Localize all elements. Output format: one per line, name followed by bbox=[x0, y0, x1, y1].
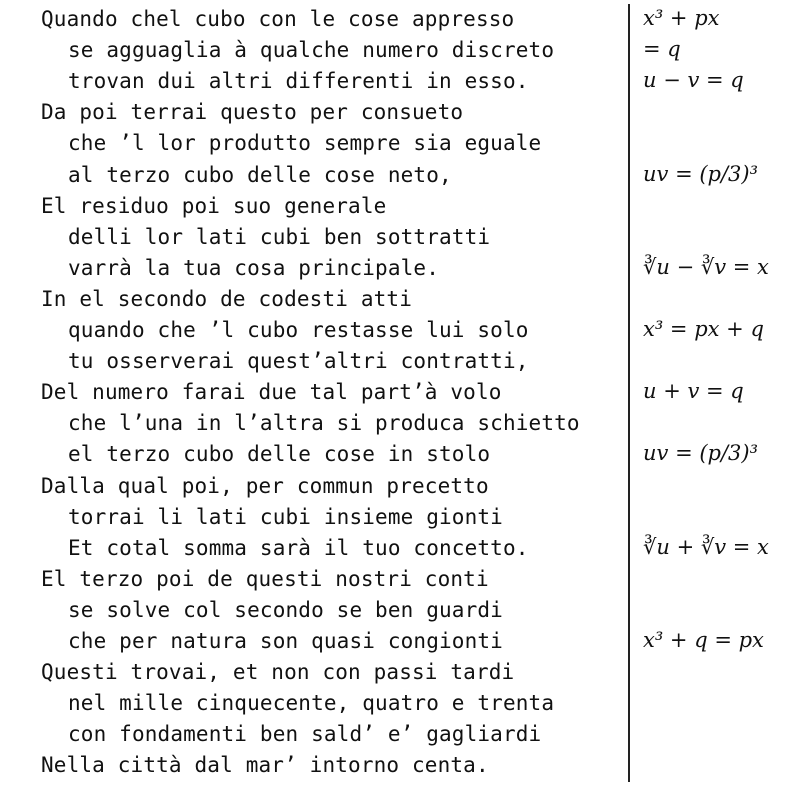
verse-text: el terzo cubo delle cose in stolo bbox=[68, 442, 491, 467]
verse-line bbox=[0, 159, 812, 190]
verse-line bbox=[0, 532, 812, 563]
verse-text: El terzo poi de questi nostri conti bbox=[41, 566, 489, 591]
verse-line bbox=[0, 625, 812, 656]
verse-line bbox=[0, 314, 812, 345]
verse-text: che l’una in l’altra si produca schietto bbox=[68, 411, 580, 436]
verse-text: torrai li lati cubi insieme gionti bbox=[68, 504, 503, 529]
verse-text: al terzo cubo delle cose neto, bbox=[68, 162, 452, 187]
verse-text: quando che ’l cubo restasse lui solo bbox=[68, 318, 529, 342]
verse-text: se agguaglia à qualche numero discreto bbox=[68, 38, 555, 63]
equation: x³ + q = px bbox=[643, 628, 764, 652]
verse-text: con fondamenti ben sald’ e’ gagliardi bbox=[68, 722, 542, 747]
equation: ∛u + ∛v = x bbox=[643, 534, 769, 559]
verse-text: Questi trovai, et non con passi tardi bbox=[41, 660, 515, 685]
verse-line bbox=[0, 749, 812, 780]
verse-text: nel mille cinquecente, quatro e trenta bbox=[68, 691, 555, 716]
verse-text: Dalla qual poi, per commun precetto bbox=[41, 473, 489, 498]
verse-line bbox=[0, 407, 812, 438]
verse-line bbox=[0, 65, 812, 96]
equation: = q bbox=[643, 37, 681, 62]
verse-line bbox=[0, 376, 812, 407]
verse-line bbox=[0, 563, 812, 594]
verse-line bbox=[0, 252, 812, 283]
equation: ∛u − ∛v = x bbox=[643, 254, 769, 279]
equation: u + v = q bbox=[643, 379, 744, 404]
verse-line bbox=[0, 501, 812, 532]
verse-line bbox=[0, 190, 812, 221]
equation: uv = (p/3)³ bbox=[643, 441, 759, 466]
verse-text: Quando chel cubo con le cose appresso bbox=[41, 7, 515, 31]
verse-text: tu osserverai quest’altri contratti, bbox=[68, 349, 529, 374]
verse-text: trovan dui altri differenti in esso. bbox=[68, 69, 529, 94]
verse-text: Nella città dal mar’ intorno centa. bbox=[41, 753, 489, 778]
equation: uv = (p/3)³ bbox=[643, 161, 759, 186]
verse-text: Da poi terrai questo per consueto bbox=[41, 100, 464, 125]
verse-line bbox=[0, 438, 812, 469]
verse-line bbox=[0, 34, 812, 65]
verse-line bbox=[0, 594, 812, 625]
verse-text: In el secondo de codesti atti bbox=[41, 286, 412, 311]
verse-text: Del numero farai due tal part’à volo bbox=[41, 380, 502, 405]
verse-text: Et cotal somma sarà il tuo concetto. bbox=[68, 535, 529, 560]
verse-text: se solve col secondo se ben guardi bbox=[68, 597, 503, 622]
verse-text: che ’l lor produtto sempre sia eguale bbox=[68, 131, 542, 156]
verse-line bbox=[0, 470, 812, 501]
verse-line bbox=[0, 127, 812, 158]
verse-line bbox=[0, 345, 812, 376]
equation: x³ = px + q bbox=[643, 317, 764, 341]
verse-line bbox=[0, 687, 812, 718]
verse-line bbox=[0, 283, 812, 314]
verse-line bbox=[0, 96, 812, 127]
verse-text: che per natura son quasi congionti bbox=[68, 629, 503, 653]
verse-text: varrà la tua cosa principale. bbox=[68, 255, 439, 280]
verse-line bbox=[0, 656, 812, 687]
verse-line bbox=[0, 718, 812, 749]
verse-text: delli lor lati cubi ben sottratti bbox=[68, 224, 491, 249]
verse-text: El residuo poi suo generale bbox=[41, 193, 387, 218]
verse-line bbox=[0, 221, 812, 252]
equation: u − v = q bbox=[643, 68, 744, 93]
verse-line bbox=[0, 3, 812, 34]
equation: x³ + px bbox=[643, 6, 720, 30]
